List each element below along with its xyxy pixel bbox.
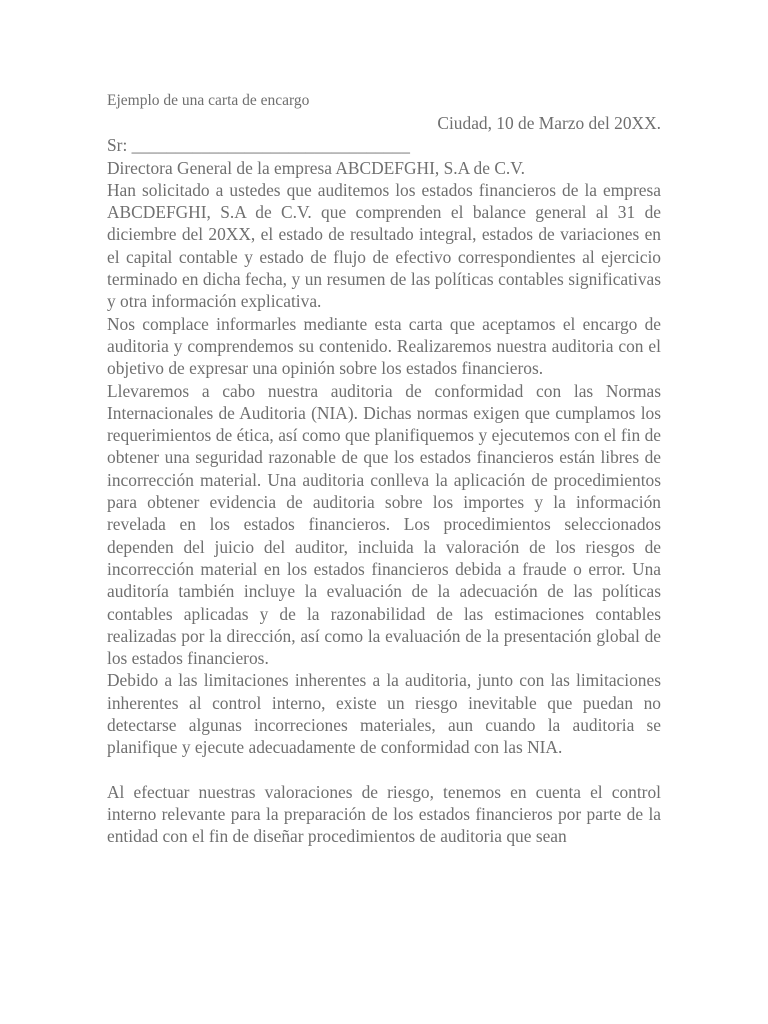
- paragraph-risk-assessment: Al efectuar nuestras valoraciones de riesgo, tenemos en cuenta el control interno relevante para la preparación de los estados financieros por parte de la entidad con el fin de diseñar procedimientos de auditoria que sean: [107, 781, 661, 847]
- paragraph-limitations: Debido a las limitaciones inherentes a la auditoria, junto con las limitaciones inherentes al control interno, existe un riesgo inevitable que puedan no detectarse algunas incorreciones materiales, aun cuando la auditoria se planifique y ejecute adecuadamente de conformidad con las NIA.: [107, 670, 661, 758]
- recipient-title: Directora General de la empresa ABCDEFGHI, S.A de C.V.: [107, 157, 525, 178]
- paragraph-standards: Llevaremos a cabo nuestra auditoria de conformidad con las Normas Internacionales de Auditoria (NIA). Dichas normas exigen que cumplamos los requerimientos de ética, así como que planifiquemos y ejecutemos con el fin de obtener una seguridad razonable de que los estados financieros están libres de incorrección material. Una auditoria conlleva la aplicación de procedimientos para obtener evidencia de auditoria sobre los importes y la información revelada en los estados financieros. Los procedimientos seleccionados dependen del juicio del auditor, incluida la valoración de los riesgos de incorrección material en los estados financieros debida a fraude o error. Una auditoría también incluye la evaluación de la adecuación de las políticas contables aplicadas y de la razonabilidad de las estimaciones contables realizadas por la dirección, así como la evaluación de la presentación global de los estados financieros.: [107, 380, 661, 669]
- paragraph-request: Han solicitado a ustedes que auditemos los estados financieros de la empresa ABCDEFGHI, S.A de C.V. que comprenden el balance general al 31 de diciembre del 20XX, el estado de resultado integral, estados de variaciones en el capital contable y estado de flujo de efectivo correspondientes al ejercicio terminado en dicha fecha, y un resumen de las políticas contables significativas y otra información explicativa.: [107, 179, 661, 312]
- recipient-line: Sr: ________________________________: [107, 135, 410, 156]
- date-line: Ciudad, 10 de Marzo del 20XX.: [437, 113, 661, 133]
- letter-page: [107, 92, 661, 848]
- paragraph-spacer: [107, 759, 661, 781]
- paragraph-acceptance: Nos complace informarles mediante esta carta que aceptamos el encargo de auditoria y comprendemos su contenido. Realizaremos nuestra auditoria con el objetivo de expresar una opinión sobre los estados financieros.: [107, 313, 661, 379]
- document-title: Ejemplo de una carta de encargo: [107, 92, 310, 109]
